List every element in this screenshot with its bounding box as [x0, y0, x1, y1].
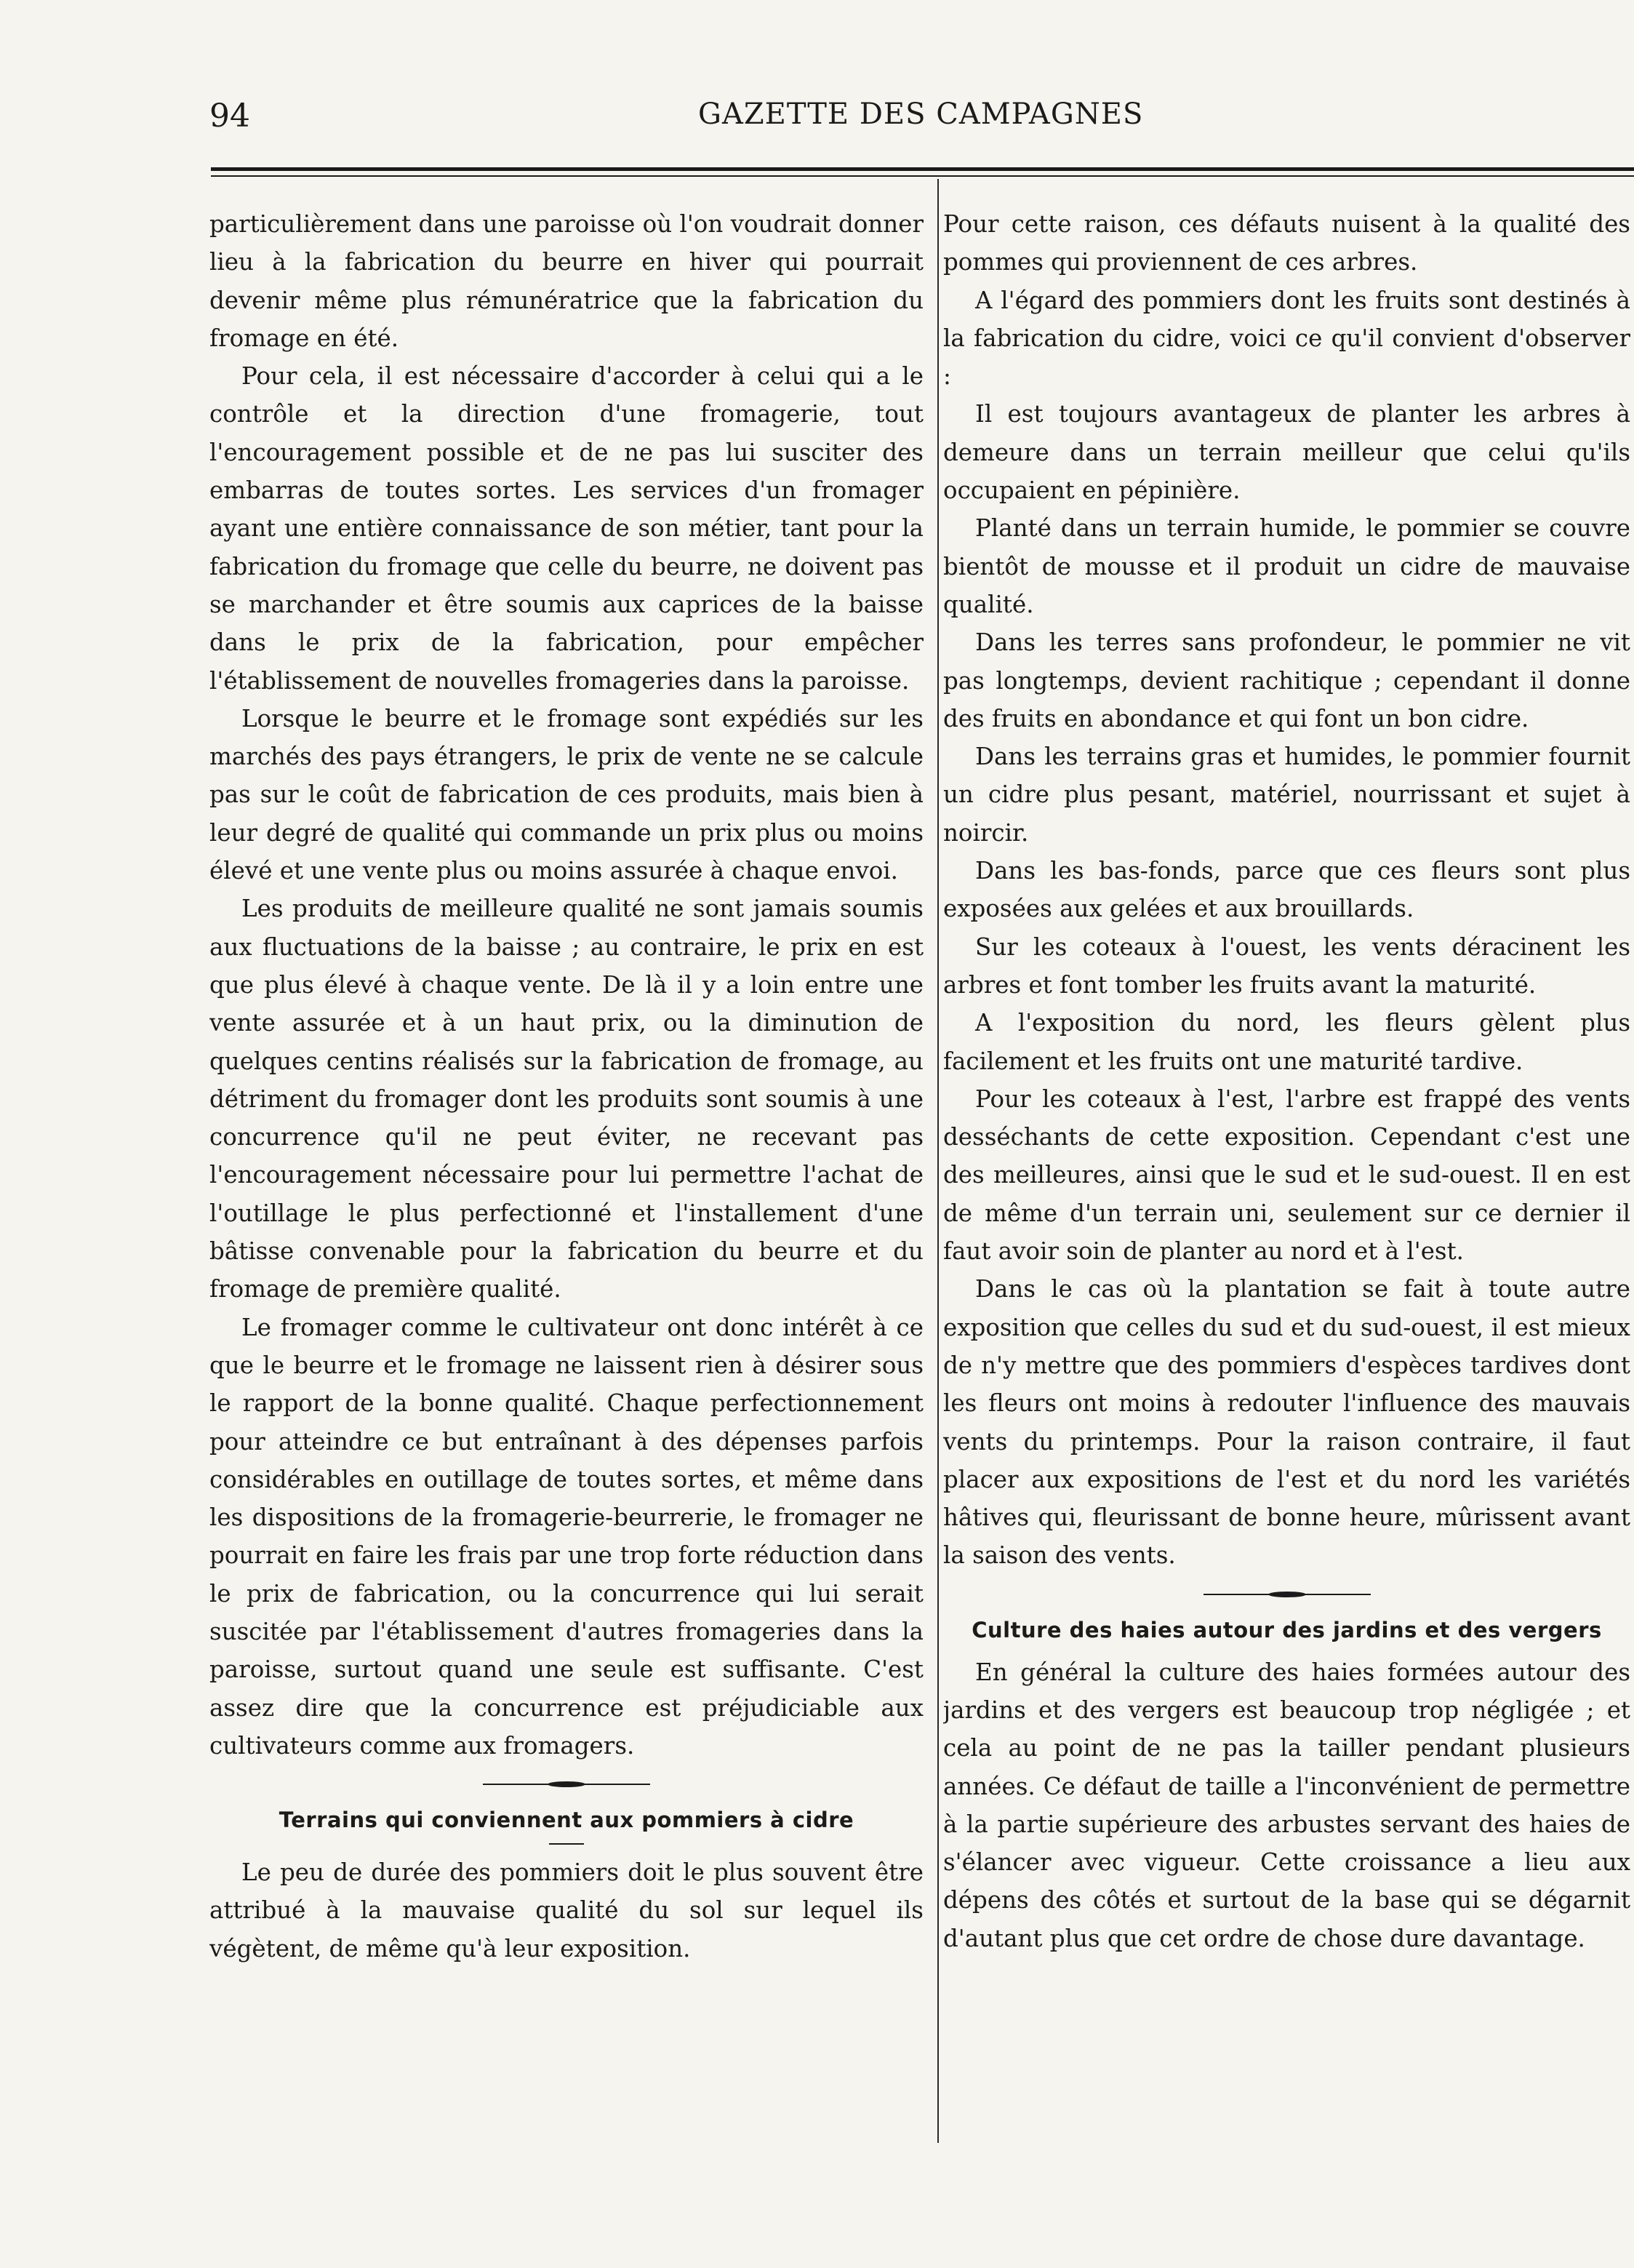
paragraph: Les produits de meilleure qualité ne sont jamais soumis aux fluctuations de la baisse ; au contraire, le prix en est que plus élevé à chaque vente. De là il y a loin entre une vente assurée et à un haut prix, ou la diminution de quelques centins réalisés sur la fabrication de fromage, au détriment du fromager dont les produits sont soumis à une concurrence qu'il ne peut éviter, ne recevant pas l'encouragement nécessaire pour lui permettre l'achat de l'outillage le plus perfectionné et l'installement d'une bâtisse convenable pour la fabrication du beurre et du fromage de première qualité. [209, 895, 924, 1303]
section-ornament [483, 1781, 650, 1788]
right-column [943, 205, 1630, 1957]
paragraph: Planté dans un terrain humide, le pommier se couvre bientôt de mousse et il produit un cidre de mauvaise qualité. [943, 514, 1630, 618]
paragraph: Le peu de durée des pommiers doit le plus souvent être attribué à la mauvaise qualité du sol sur lequel ils végètent, de même qu'à leur exposition. [209, 1858, 924, 1962]
header-rule [211, 167, 1634, 171]
page-number: 94 [209, 97, 250, 135]
paragraph: particulièrement dans une paroisse où l'on voudrait donner lieu à la fabrication du beurre en hiver qui pourrait devenir même plus rémunératrice que la fabrication du fromage en été. [209, 210, 924, 352]
running-head: GAZETTE DES CAMPAGNES [698, 97, 1144, 131]
section-title: Culture des haies autour des jardins et des vergers [972, 1617, 1602, 1642]
paragraph: Dans les bas-fonds, parce que ces fleurs sont plus exposées aux gelées et aux brouillards. [943, 857, 1630, 923]
paragraph: Lorsque le beurre et le fromage sont expédiés sur les marchés des pays étrangers, le prix de vente ne se calcule pas sur le coût de fabrication de ces produits, mais bien à leur degré de qualité qui commande un prix plus ou moins élevé et une vente plus ou moins assurée à chaque envoi. [209, 704, 924, 885]
paragraph: Il est toujours avantageux de planter les arbres à demeure dans un terrain meilleur que celui qu'ils occupaient en pépinière. [943, 400, 1630, 505]
paragraph: A l'exposition du nord, les fleurs gèlent plus facilement et les fruits ont une maturité tardive. [943, 1009, 1630, 1075]
section-ornament [1204, 1591, 1371, 1598]
title-rule [549, 1843, 584, 1845]
paragraph: Pour cela, il est nécessaire d'accorder à celui qui a le contrôle et la direction d'une fromagerie, tout l'encouragement possible et de ne pas lui susciter des embarras de toutes sortes. Les services d'un fromager ayant une entière connaissance de son métier, tant pour la fabrication du fromage que celle du beurre, ne doivent pas se marchander et être soumis aux caprices de la baisse dans le prix de la fabrication, pour empêcher l'établissement de nouvelles fromageries dans la paroisse. [209, 362, 924, 695]
left-column [209, 205, 924, 1968]
paragraph: Le fromager comme le cultivateur ont donc intérêt à ce que le beurre et le fromage ne laissent rien à désirer sous le rapport de la bonne qualité. Chaque perfectionnement pour atteindre ce but entraînant à des dépenses parfois considérables en outillage de toutes sortes, et même dans les dispositions de la fromagerie-beurrerie, le fromager ne pourrait en faire les frais par une trop forte réduction dans le prix de fabrication, ou la concurrence qui lui serait suscitée par l'établissement d'autres fromageries dans la paroisse, surtout quand une seule est suffisante. C'est assez dire que la concurrence est préjudiciable aux cultivateurs comme aux fromagers. [209, 1313, 924, 1760]
paragraph: Pour cette raison, ces défauts nuisent à la qualité des pommes qui proviennent de ces arbres. [943, 210, 1630, 276]
paragraph: A l'égard des pommiers dont les fruits sont destinés à la fabrication du cidre, voici ce qu'il convient d'observer : [943, 286, 1630, 391]
column-divider [937, 179, 939, 2143]
section-title: Terrains qui conviennent aux pommiers à cidre [279, 1808, 854, 1833]
header-rule-thin [211, 175, 1634, 177]
paragraph: Dans les terrains gras et humides, le pommier fournit un cidre plus pesant, matériel, nourrissant et sujet à noircir. [943, 743, 1630, 847]
paragraph: En général la culture des haies formées autour des jardins et des vergers est beaucoup trop négligée ; et cela au point de ne pas la tailler pendant plusieurs années. Ce défaut de taille a l'inconvénient de permettre à la partie supérieure des arbustes servant des haies de s'élancer avec vigueur. Cette croissance a lieu aux dépens des côtés et surtout de la base qui se dégarnit d'autant plus que cet ordre de chose dure davantage. [943, 1658, 1630, 1952]
paragraph: Sur les coteaux à l'ouest, les vents déracinent les arbres et font tomber les fruits avant la maturité. [943, 933, 1630, 999]
paragraph: Dans le cas où la plantation se fait à toute autre exposition que celles du sud et du sud-ouest, il est mieux de n'y mettre que des pommiers d'espèces tardives dont les fleurs ont moins à redouter l'influence des mauvais vents du printemps. Pour la raison contraire, il faut placer aux expositions de l'est et du nord les variétés hâtives qui, fleurissant de bonne heure, mûrissent avant la saison des vents. [943, 1275, 1630, 1570]
paragraph: Pour les coteaux à l'est, l'arbre est frappé des vents desséchants de cette exposition. Cependant c'est une des meilleures, ainsi que le sud et le sud-ouest. Il en est de même d'un terrain uni, seulement sur ce dernier il faut avoir soin de planter au nord et à l'est. [943, 1085, 1630, 1266]
paragraph: Dans les terres sans profondeur, le pommier ne vit pas longtemps, devient rachitique ; cependant il donne des fruits en abondance et qui font un bon cidre. [943, 628, 1630, 732]
